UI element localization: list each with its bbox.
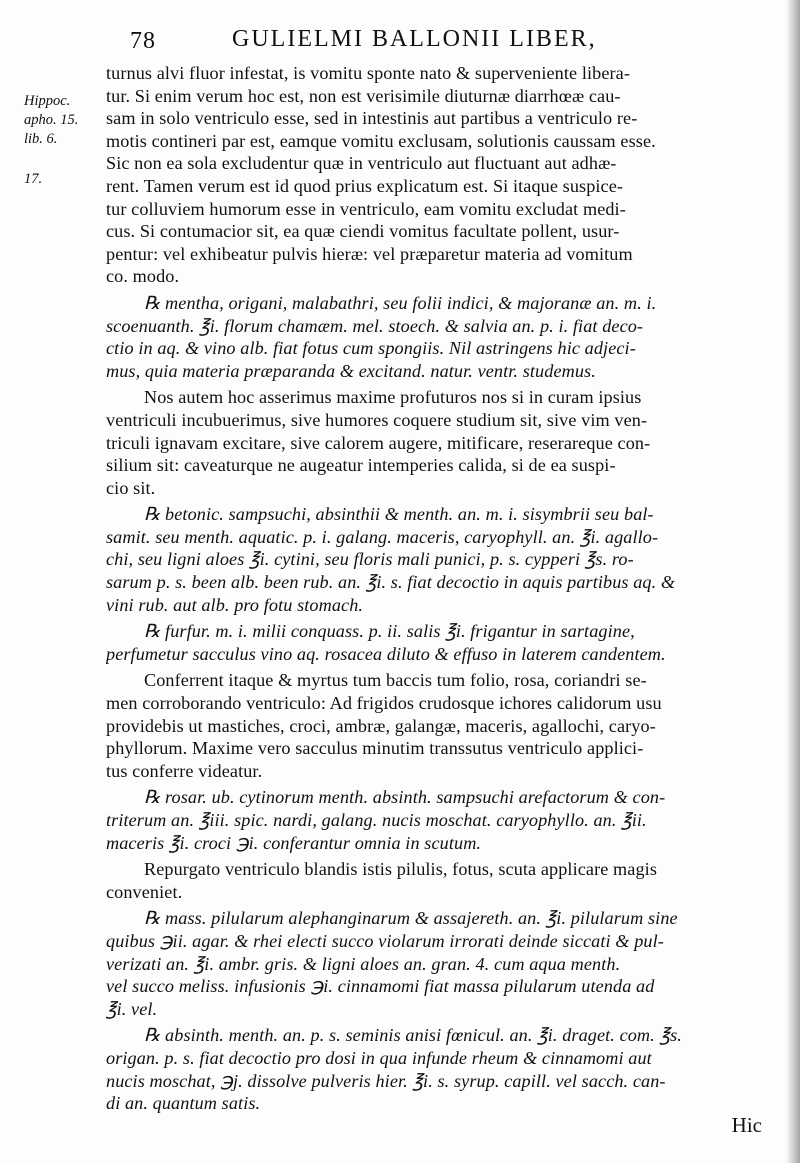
margin-reference-line: apho. 15. [24,112,79,128]
text-line: conveniet. [106,881,183,902]
body-text [106,62,778,1115]
text-line: di an. quantum satis. [106,1093,261,1114]
text-line: triculi ignavam excitare, sive calorem augere, mitificare, reserareque con- [106,432,651,453]
page-number: 78 [130,28,156,54]
recipe-paragraph [106,503,778,616]
text-line: turnus alvi fluor infestat, is vomitu sponte nato & superveniente libera- [106,63,631,83]
margin-reference [24,92,104,149]
text-line: ℞ absinth. menth. an. p. s. seminis anisi fœnicul. an. ℥i. draget. com. ℥s. [144,1025,682,1046]
text-line: quibus ℈ii. agar. & rhei electi succo violarum irrorati deinde siccati & pul- [106,930,664,951]
text-line: samit. seu menth. aquatic. p. i. galang. maceris, caryophyll. an. ℥i. agallo- [106,526,659,547]
text-line: ℞ mass. pilularum alephanginarum & assajereth. an. ℥i. pilularum sine [144,908,678,929]
margin-reference-line: Hippoc. [24,93,71,109]
text-line: ℥i. vel. [106,998,158,1019]
text-paragraph [106,62,778,288]
text-line: triterum an. ℥iii. spic. nardi, galang. nucis moschat. caryophyllo. an. ℥ii. [106,810,647,830]
text-line: Repurgato ventriculo blandis istis pilulis, fotus, scuta applicare magis [144,859,657,880]
margin-section-number: 17. [24,171,43,187]
text-line: verizati an. ℥i. ambr. gris. & ligni aloes an. gran. 4. cum aqua menth. [106,953,621,974]
text-line: tur colluviem humorum esse in ventriculo, eam vomitu excludat medi- [106,198,626,219]
text-line: sarum p. s. been alb. been rub. an. ℥i. s. fiat decoctio in aquis partibus aq. & [106,572,676,593]
text-line: cio sit. [106,477,156,498]
recipe-paragraph [106,620,778,665]
text-line: ℞ mentha, origani, malabathri, seu folii indici, & majoranæ an. m. i. [144,292,657,313]
text-line: rent. Tamen verum est id quod prius explicatum est. Si itaque suspice- [106,175,624,196]
text-line: origan. p. s. fiat decoctio pro dosi in qua infunde rheum & cinnamomi aut [106,1047,652,1068]
text-paragraph [106,858,778,903]
text-line: ℞ rosar. ub. cytinorum menth. absinth. sampsuchi arefactorum & con- [144,787,666,808]
text-line: Nos autem hoc asserimus maxime profuturos nos si in curam ipsius [144,387,642,408]
text-line: Sic non ea sola excludentur quæ in ventriculo aut fluctuant aut adhæ- [106,153,617,174]
text-line: cus. Si contumacior sit, ea quæ ciendi vomitus facultate pollent, usur- [106,221,620,242]
text-line: providebis ut mastiches, croci, ambræ, galangæ, maceris, agallochi, caryo- [106,715,656,736]
gutter-shadow [786,0,800,1163]
text-paragraph [106,386,778,499]
catchword: Hic [731,1113,762,1137]
text-line: nucis moschat, ℈j. dissolve pulveris hier. ℥i. s. syrup. capill. vel sacch. can- [106,1070,666,1091]
text-line: ventriculi incubuerimus, sive humores coquere studium sit, sive vim ven- [106,409,648,430]
recipe-paragraph [106,1024,778,1114]
text-line: phyllorum. Maxime vero sacculus minutim transsutus ventriculo applici- [106,738,644,759]
text-line: ctio in aq. & vino alb. fiat fotus cum spongiis. Nil astringens hic adjeci- [106,338,636,359]
recipe-paragraph [106,786,778,854]
text-line: sam in solo ventriculo esse, sed in intestinis aut partibus a ventriculo re- [106,108,638,129]
text-line: motis contineri par est, eamque vomitu exclusam, solutionis caussam esse. [106,130,656,151]
text-line: ℞ betonic. sampsuchi, absinthii & menth. an. m. i. sisymbrii seu bal- [144,504,654,525]
text-line: pentur: vel exhibeatur pulvis hieræ: vel præparetur materia ad vomitum [106,243,633,264]
text-line: vini rub. aut alb. pro fotu stomach. [106,594,364,615]
text-paragraph [106,669,778,782]
recipe-paragraph [106,292,778,382]
text-line: maceris ℥i. croci ℈i. conferantur omnia in scutum. [106,832,482,853]
text-line: vel succo meliss. infusionis ℈i. cinnamomi fiat massa pilularum utenda ad [106,976,655,997]
text-line: chi, seu ligni aloes ℥i. cytini, seu floris mali punici, p. s. cypperi ℥s. ro- [106,549,634,570]
text-line: ℞ furfur. m. i. milii conquass. p. ii. salis ℥i. frigantur in sartagine, [144,621,635,642]
text-line: tus conferre videatur. [106,760,263,781]
text-line: tur. Si enim verum hoc est, non est verisimile diuturnæ diarrhœæ cau- [106,85,621,106]
margin-reference-line: lib. 6. [24,131,58,147]
text-line: silium sit: caveaturque ne augeatur intemperies calida, si de ea suspi- [106,455,616,476]
text-line: scoenuanth. ℥i. florum chamæm. mel. stoech. & salvia an. p. i. fiat deco- [106,315,644,336]
recipe-paragraph [106,907,778,1020]
running-title: GULIELMI BALLONII LIBER, [232,26,597,52]
text-line: mus, quia materia præparanda & excitand. natur. ventr. studemus. [106,360,596,381]
text-line: perfumetur sacculus vino aq. rosacea diluto & effuso in laterem candentem. [106,643,666,664]
text-line: Conferrent itaque & myrtus tum baccis tum folio, rosa, coriandri se- [144,670,647,691]
text-line: co. modo. [106,266,180,287]
text-line: men corroborando ventriculo: Ad frigidos crudosque ichores calidorum usu [106,693,662,714]
